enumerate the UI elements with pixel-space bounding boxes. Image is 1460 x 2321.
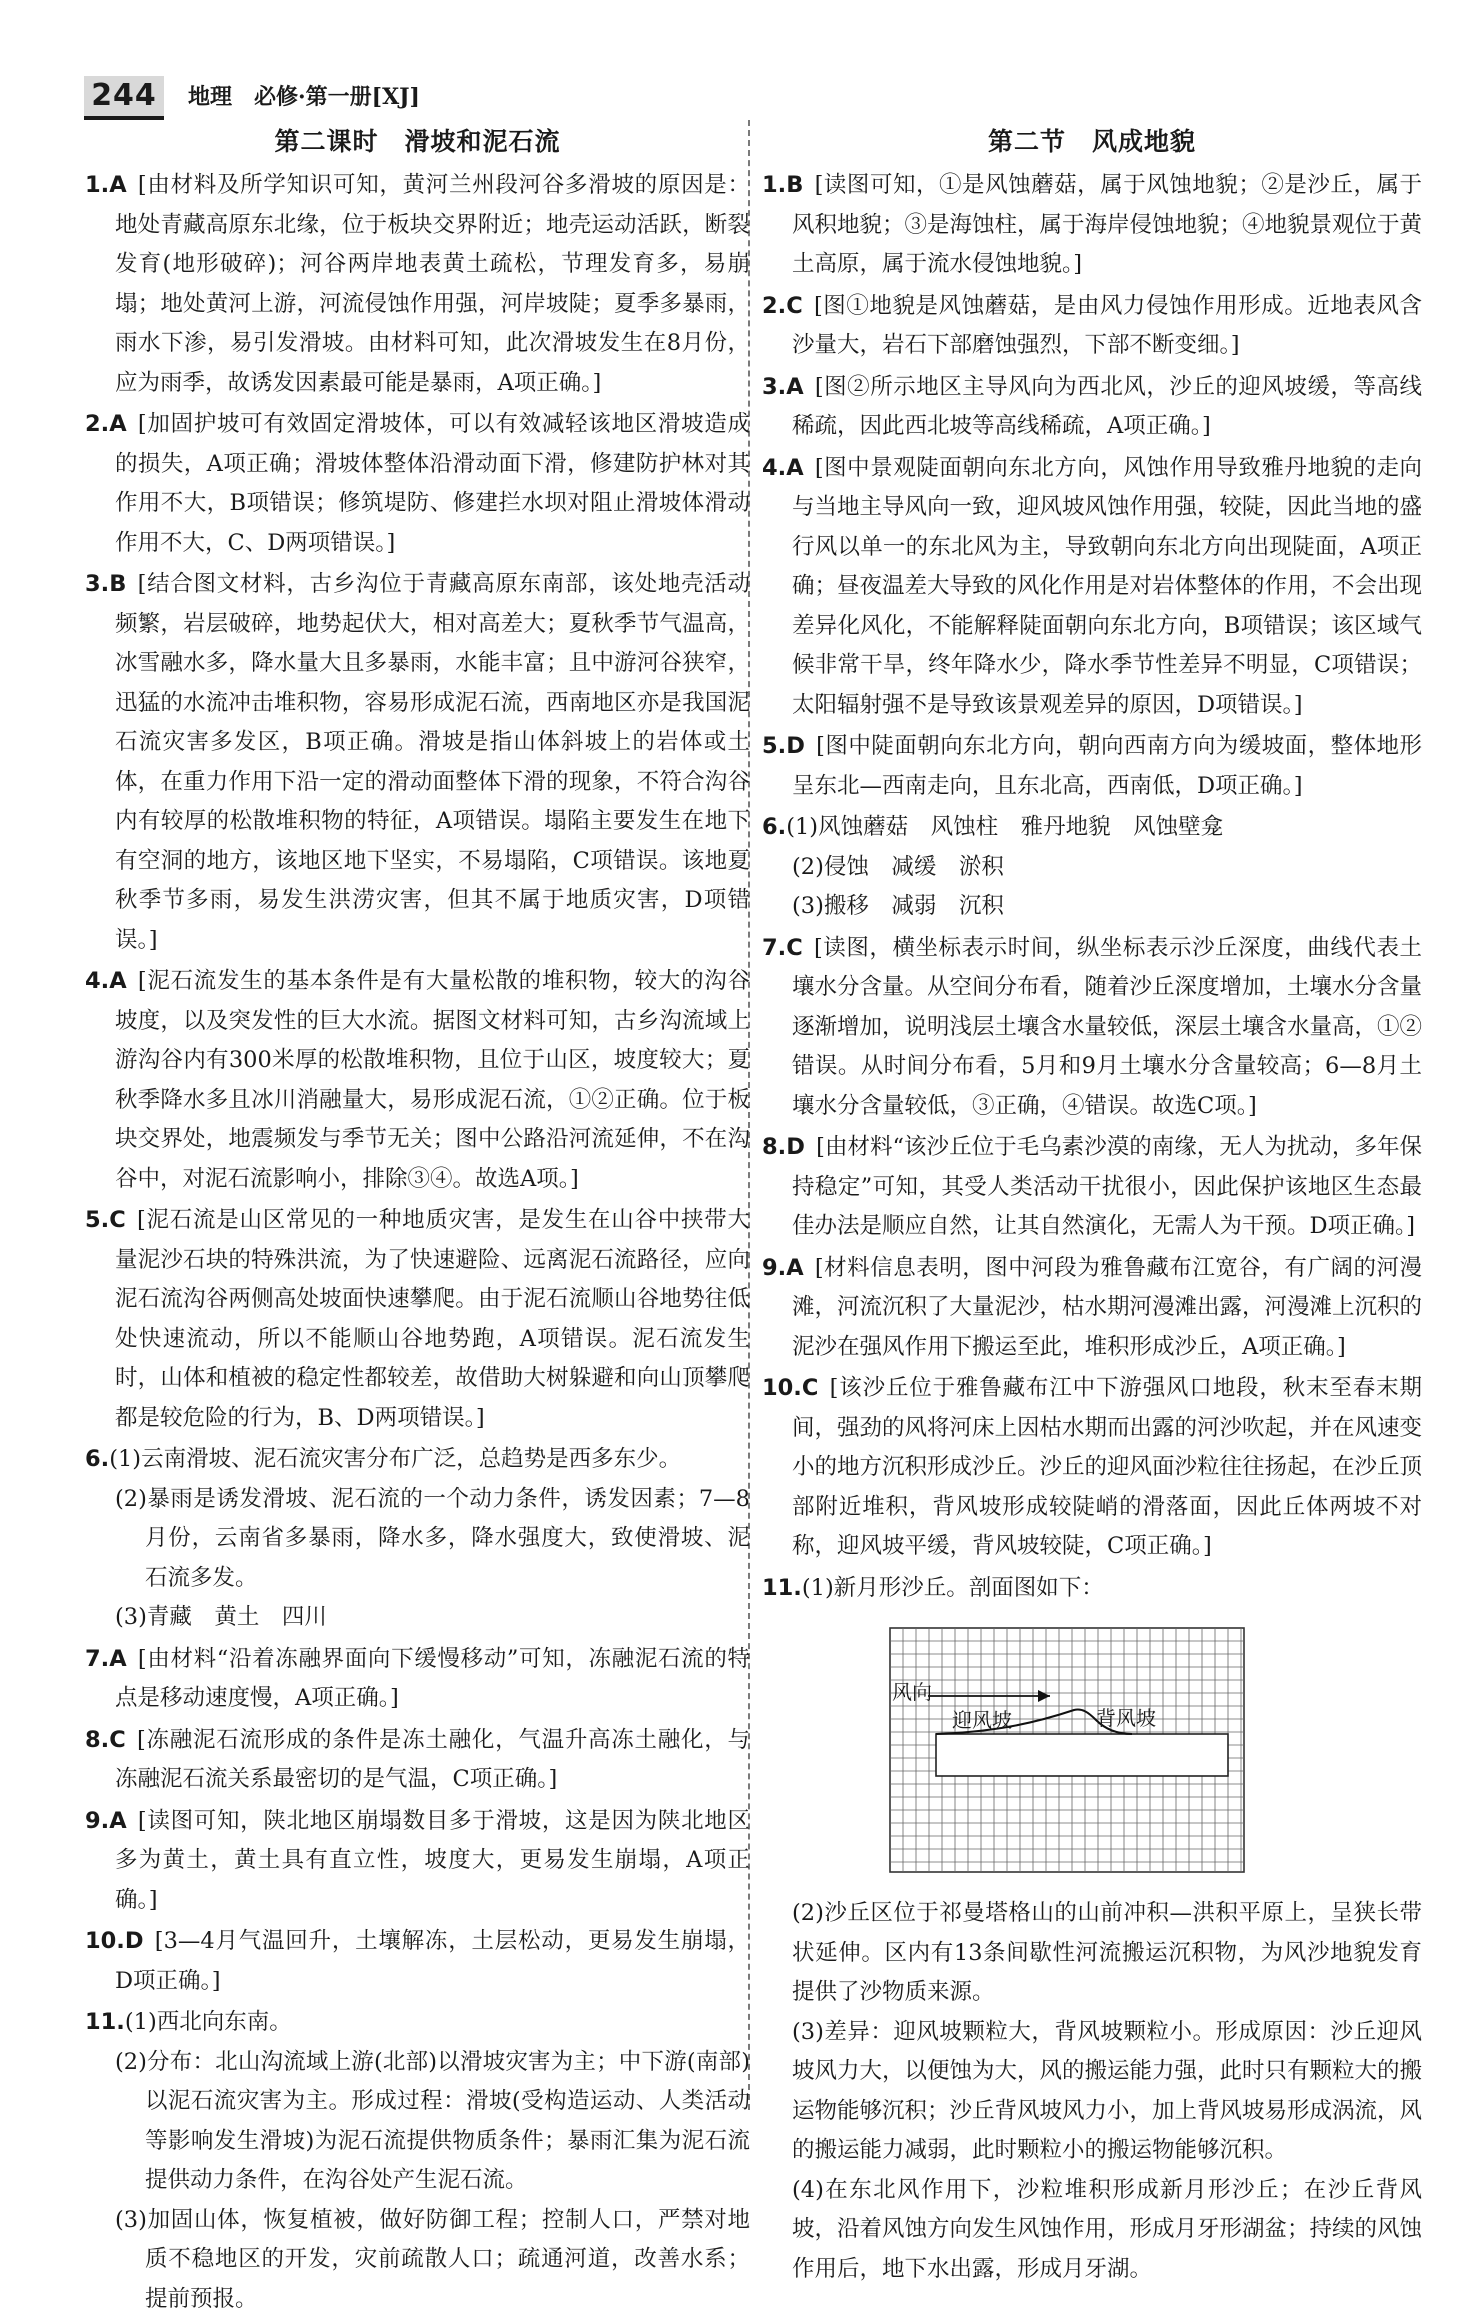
answer-text: (1)新月形沙丘。剖面图如下： [801, 1574, 1104, 1601]
answer-number: 4.A [762, 454, 804, 481]
answer-number: 1.A [85, 172, 127, 198]
sub-answer: (1)西北向东南。 [124, 2009, 292, 2035]
answer-text: [图②所示地区主导风向为西北风，沙丘的迎风坡缓，等高线稀疏，因此西北坡等高线稀疏，A项正确。] [792, 373, 1422, 439]
answer-text: [泥石流发生的基本条件是有大量松散的堆积物，较大的沟谷坡度，以及突发性的巨大水流。据图文材料可知，古乡沟流域上游沟谷内有300米厚的松散堆积物，且位于山区，坡度较大；夏秋季降水多且冰川消融量大，易形成泥石流，①②正确。位于板块交界处，地震频发与季节无关；图中公路沿河流延伸，不在沟谷中，对泥石流影响小，排除③④。故选A项。] [115, 968, 750, 1192]
answer-number: 5.C [85, 1207, 126, 1233]
sub-answer: (3)差异：迎风坡颗粒大，背风坡颗粒小。形成原因：沙丘迎风坡风力大，以便蚀为大，风的搬运能力强，此时只有颗粒大的搬运物能够沉积；沙丘背风坡风力小，加上背风坡易形成涡流，风的搬运能力减弱，此时颗粒小的搬运物能够沉积。 [792, 2018, 1423, 2163]
answer-item [762, 1569, 1422, 2290]
answer-number: 3.B [85, 571, 127, 597]
answer-item [762, 1369, 1422, 1567]
answer-number: 8.D [762, 1134, 805, 1160]
answer-item [85, 565, 750, 960]
sub-answer: (3)加固山体，恢复植被，做好防御工程；控制人口，严禁对地质不稳地区的开发，灾前疏散人口；疏通河道，改善水系；提前预报。 [115, 2206, 750, 2312]
answer-number: 9.A [85, 1807, 127, 1834]
answer-number: 7.A [85, 1645, 127, 1672]
answer-item [762, 1249, 1422, 1368]
sub-answer: (2)侵蚀 减缓 淤积 [792, 853, 1004, 880]
answer-item [85, 405, 750, 563]
answer-item [762, 449, 1422, 726]
answer-text: [由材料及所学知识可知，黄河兰州段河谷多滑坡的原因是：地处青藏高原东北缘，位于板块交界附近；地壳运动活跃，断裂发育(地形破碎)；河谷两岸地表黄土疏松，节理发育多，易崩塌；地处黄河上游，河流侵蚀作用强，河岸坡陡；夏季多暴雨，雨水下渗，易引发滑坡。由材料可知，此次滑坡发生在8月份，应为雨季，故诱发因素最可能是暴雨，A项正确。] [115, 172, 750, 396]
answer-text: [该沙丘位于雅鲁藏布江中下游强风口地段，秋末至春末期间，强劲的风将河床上因枯水期而出露的河沙吹起，并在风速变小的地方沉积形成沙丘。沙丘的迎风面沙粒往往扬起，在沙丘顶部附近堆积，背风坡形成较陡峭的滑落面，因此丘体两坡不对称，迎风坡平缓，背风坡较陡，C项正确。] [792, 1375, 1423, 1559]
answer-item [85, 1802, 750, 1921]
answer-number: 8.C [85, 1726, 126, 1753]
wind-arrow-head [1038, 1690, 1050, 1702]
windward-label: 迎风坡 [952, 1708, 1012, 1732]
answer-item [762, 287, 1422, 366]
answer-text: [由材料“沿着冻融界面向下缓慢移动”可知，冻融泥石流的特点是移动速度慢，A项正确。] [115, 1645, 750, 1711]
answer-text: [结合图文材料，古乡沟位于青藏高原东南部，该处地壳活动频繁，岩层破碎，地势起伏大，相对高差大；夏秋季节气温高，冰雪融水多，降水量大且多暴雨，水能丰富；且中游河谷狭窄，迅猛的水流冲击堆积物，容易形成泥石流，西南地区亦是我国泥石流灾害多发区，B项正确。滑坡是指山体斜坡上的岩体或土体，在重力作用下沿一定的滑动面整体下滑的现象，不符合沟谷内有较厚的松散堆积物的特征，A项错误。塌陷主要发生在地下有空洞的地方，该地区地下坚实，不易塌陷，C项错误。该地夏秋季节多雨，易发生洪涝灾害，但其不属于地质灾害，D项错误。] [115, 571, 750, 953]
answer-text: [加固护坡可有效固定滑坡体，可以有效减轻该地区滑坡造成的损失，A项正确；滑坡体整体沿滑动面下滑，修建防护林对其作用不大，B项错误；修筑堤防、修建拦水坝对阻止滑坡体滑动作用不大，C、D两项错误。] [115, 411, 750, 556]
q11-sub-answers [762, 1894, 1422, 2289]
answer-number: 10.D [85, 1928, 144, 1954]
right-column [762, 118, 1422, 2291]
answer-text: [图①地貌是风蚀蘑菇，是由风力侵蚀作用形成。近地表风含沙量大，岩石下部磨蚀强烈，下部不断变细。] [792, 292, 1422, 358]
answer-item [85, 2003, 750, 2319]
sub-answer: (2)暴雨是诱发滑坡、泥石流的一个动力条件，诱发因素；7—8月份，云南省多暴雨，降水多，降水强度大，致使滑坡、泥石流多发。 [115, 1485, 750, 1591]
dune-profile-svg [882, 1622, 1252, 1880]
answer-text: [冻融泥石流形成的条件是冻土融化，气温升高冻土融化，与冻融泥石流关系最密切的是气温，C项正确。] [115, 1726, 750, 1792]
page-number: 244 [84, 76, 164, 120]
answer-text: [图中景观陡面朝向东北方向，风蚀作用导致雅丹地貌的走向与当地主导风向一致，迎风坡风蚀作用强，较陡，因此当地的盛行风以单一的东北风为主，导致朝向东北方向出现陡面，A项正确；昼夜温差大导致的风化作用是对岩体整体的作用，不会出现差异化风化，不能解释陡面朝向东北方向，B项错误；该区域气候非常干旱，终年降水少，降水季节性差异不明显，C项错误；太阳辐射强不是导致该景观差异的原因，D项错误。] [792, 454, 1423, 718]
answer-text: [3—4月气温回升，土壤解冻，土层松动，更易发生崩塌，D项正确。] [115, 1928, 750, 1994]
section-title-right: 第二节 风成地貌 [987, 127, 1196, 156]
answer-text: [读图可知，陕北地区崩塌数目多于滑坡，这是因为陕北地区多为黄土，黄土具有直立性，坡度大，更易发生崩塌，A项正确。] [115, 1807, 750, 1913]
sub-answer: (2)沙丘区位于祁曼塔格山的山前冲积—洪积平原上，呈狭长带状延伸。区内有13条间歇性河流搬运沉积物，为风沙地貌发育提供了沙物质来源。 [792, 1900, 1422, 2005]
answer-number: 7.C [762, 934, 803, 961]
sub-answer: (4)在东北风作用下，沙粒堆积形成新月形沙丘；在沙丘背风坡，沿着风蚀方向发生风蚀作用，形成月牙形湖盆；持续的风蚀作用后，地下水出露，形成月牙湖。 [792, 2176, 1423, 2282]
answer-item [762, 929, 1422, 1127]
answer-number: 11. [762, 1574, 802, 1601]
sub-answer: (1)风蚀蘑菇 风蚀柱 雅丹地貌 风蚀壁龛 [786, 814, 1224, 840]
answer-item [762, 166, 1422, 285]
left-answer-list [85, 166, 750, 2319]
wind-label: 风向 [892, 1680, 932, 1704]
answer-number: 4.A [85, 968, 127, 994]
answer-text: [泥石流是山区常见的一种地质灾害，是发生在山谷中挟带大量泥沙石块的特殊洪流，为了快速避险、远离泥石流路径，应向泥石流沟谷两侧高处坡面快速攀爬。由于泥石流顺山谷地势往低处快速流动，所以不能顺山谷地势跑，A项错误。泥石流发生时，山体和植被的稳定性都较差，故借助大树躲避和向山顶攀爬都是较危险的行为，B、D两项错误。] [115, 1207, 750, 1431]
answer-number: 9.A [762, 1254, 804, 1281]
answer-item [85, 962, 750, 1199]
answer-number: 3.A [762, 373, 804, 400]
answer-item [762, 368, 1422, 447]
answer-text: [材料信息表明，图中河段为雅鲁藏布江宽谷，有广阔的河漫滩，河流沉积了大量泥沙，枯水期河漫滩出露，河漫滩上沉积的泥沙在强风作用下搬运至此，堆积形成沙丘，A项正确。] [792, 1254, 1423, 1360]
sub-answer: (3)青藏 黄土 四川 [115, 1604, 327, 1630]
right-answer-list [762, 166, 1422, 1567]
left-column [85, 118, 750, 2321]
sub-answer: (2)分布：北山沟流域上游(北部)以滑坡灾害为主；中下游(南部)以泥石流灾害为主。形成过程：滑坡(受构造运动、人类活动等影响发生滑坡)为泥石流提供物质条件；暴雨汇集为泥石流提供动力条件，在沟谷处产生泥石流。 [115, 2048, 750, 2193]
answer-text: [读图可知，①是风蚀蘑菇，属于风蚀地貌；②是沙丘，属于风积地貌；③是海蚀柱，属于海岸侵蚀地貌；④地貌景观位于黄土高原，属于流水侵蚀地貌。] [792, 172, 1423, 277]
answer-number: 11. [85, 2009, 125, 2035]
answer-text: [由材料“该沙丘位于毛乌素沙漠的南缘，无人为扰动，多年保持稳定”可知，其受人类活动干扰很小，因此保护该地区生态最佳办法是顺应自然，让其自然演化，无需人为干预。D项正确。] [792, 1134, 1422, 1239]
answer-number: 1.B [762, 172, 804, 198]
answer-item [85, 1922, 750, 2001]
answer-number: 6. [85, 1446, 110, 1472]
answer-number: 6. [762, 814, 787, 840]
book-title: 地理 必修·第一册[XJ] [188, 84, 420, 110]
leeward-label: 背风坡 [1096, 1706, 1156, 1730]
answer-item [762, 1128, 1422, 1247]
answer-number: 10.C [762, 1375, 819, 1401]
answer-number: 2.C [762, 292, 803, 319]
dune-profile-figure [882, 1622, 1252, 1880]
answer-item [85, 1201, 750, 1438]
answer-item [85, 1640, 750, 1719]
answer-number: 2.A [85, 411, 127, 437]
answer-number: 5.D [762, 733, 805, 759]
page-header [84, 76, 1394, 120]
answer-text: [图中陡面朝向东北方向，朝向西南方向为缓坡面，整体地形呈东北—西南走向，且东北高，西南低，D项正确。] [792, 733, 1422, 799]
answer-item [85, 1440, 750, 1638]
answer-item [762, 808, 1422, 927]
ground-base [936, 1734, 1228, 1776]
answer-item [85, 166, 750, 403]
answer-item [85, 1721, 750, 1800]
sub-answer: (3)搬移 减弱 沉积 [792, 893, 1004, 919]
section-title-left: 第二课时 滑坡和泥石流 [274, 127, 561, 156]
sub-answer: (1)云南滑坡、泥石流灾害分布广泛，总趋势是西多东少。 [109, 1446, 682, 1472]
answer-text: [读图，横坐标表示时间，纵坐标表示沙丘深度，曲线代表土壤水分含量。从空间分布看，随着沙丘深度增加，土壤水分含量逐渐增加，说明浅层土壤含水量较低，深层土壤含水量高，①②错误。从时间分布看，5月和9月土壤水分含量较高；6—8月土壤水分含量较低，③正确，④错误。故选C项。] [792, 934, 1423, 1119]
answer-item [762, 727, 1422, 806]
